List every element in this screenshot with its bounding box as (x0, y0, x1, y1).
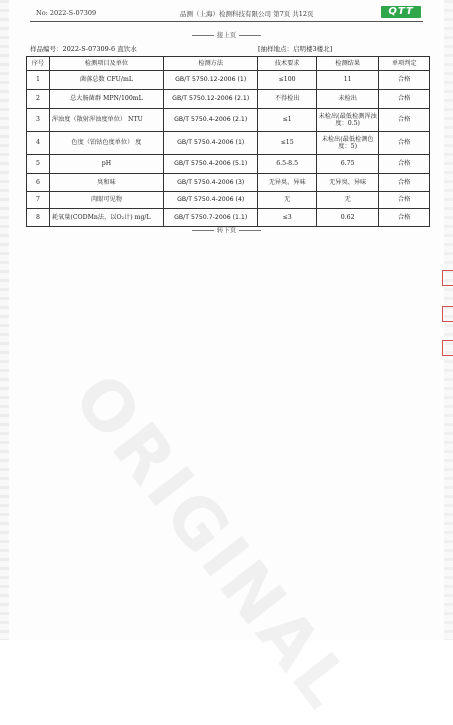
continue-label: 接上页 (216, 31, 237, 39)
cell-method: GB/T 5750.4-2006 (1) (164, 132, 258, 155)
table-row (27, 109, 430, 132)
cell-item: 菌落总数 CFU/mL (49, 71, 163, 90)
table-row (27, 192, 430, 209)
cell-judgement: 合格 (379, 90, 430, 109)
cell-method: GB/T 5750.7-2006 (1.1) (164, 209, 258, 227)
cell-judgement: 合格 (379, 209, 430, 227)
cell-item: 臭和味 (49, 174, 163, 192)
cell-no: 2 (27, 90, 50, 109)
cell-judgement: 合格 (379, 132, 430, 155)
results-table (26, 56, 430, 227)
cell-item: 浑浊度（散射浑浊度单位） NTU (49, 109, 163, 132)
cell-judgement: 合格 (379, 192, 430, 209)
cell-requirement: ≤15 (258, 132, 317, 155)
col-header-requirement: 技术要求 (258, 57, 317, 71)
cell-result: 无异臭、异味 (316, 174, 378, 192)
cell-requirement: ≤100 (258, 71, 317, 90)
cell-result: 11 (316, 71, 378, 90)
company-page-info: 品测（上海）检测科技有限公司 第7页 共12页 (180, 10, 314, 18)
cell-no: 3 (27, 109, 50, 132)
continue-marker (0, 30, 453, 39)
original-watermark: ORIGINAL (57, 360, 368, 725)
cell-item: 肉眼可见物 (49, 192, 163, 209)
cell-judgement: 合格 (379, 174, 430, 192)
cell-result: 无 (316, 192, 378, 209)
company-logo: QTT (381, 6, 421, 18)
cell-item: 总大肠菌群 MPN/100mL (49, 90, 163, 109)
table-row (27, 209, 430, 227)
cell-method: GB/T 5750.4-2006 (3) (164, 174, 258, 192)
cell-method: GB/T 5750.4-2006 (5.1) (164, 155, 258, 174)
col-header-item: 检测项目及单位 (49, 57, 163, 71)
cell-result: 未检出(最低检测浑浊度：0.5) (316, 109, 378, 132)
sample-info (30, 44, 423, 56)
table-row (27, 71, 430, 90)
header-divider (30, 21, 423, 22)
cell-no: 1 (27, 71, 50, 90)
cell-no: 5 (27, 155, 50, 174)
report-number: No: 2022-S-07309 (36, 9, 97, 17)
cell-item: 耗氧量(CODMn法，以O₂计) mg/L (49, 209, 163, 227)
cell-item: 色度（铂钴色度单位） 度 (49, 132, 163, 155)
cell-no: 4 (27, 132, 50, 155)
sample-number: 样品编号：2022-S-07309-6 直饮水 (30, 45, 137, 53)
cell-item: pH (49, 155, 163, 174)
cell-result: 未检出(最低检测色度：5) (316, 132, 378, 155)
table-header-row (27, 57, 430, 71)
cell-requirement: 6.5-8.5 (258, 155, 317, 174)
table-row (27, 155, 430, 174)
turn-label: 转下页 (216, 226, 237, 234)
cell-method: GB/T 5750.4-2006 (2.1) (164, 109, 258, 132)
cell-requirement: 不得检出 (258, 90, 317, 109)
sampling-location: [抽样地点：启明楼3楼北] (258, 45, 333, 53)
cell-judgement: 合格 (379, 155, 430, 174)
cell-no: 8 (27, 209, 50, 227)
col-header-result: 检测结果 (316, 57, 378, 71)
table-row (27, 132, 430, 155)
col-header-no: 序号 (27, 57, 50, 71)
cell-judgement: 合格 (379, 109, 430, 132)
cell-requirement: ≤3 (258, 209, 317, 227)
col-header-method: 检测方法 (164, 57, 258, 71)
cell-requirement: 无 (258, 192, 317, 209)
turn-page-marker (0, 225, 453, 234)
cell-requirement: 无异臭、异味 (258, 174, 317, 192)
cell-result: 0.62 (316, 209, 378, 227)
cell-method: GB/T 5750.4-2006 (4) (164, 192, 258, 209)
cell-method: GB/T 5750.12-2006 (1) (164, 71, 258, 90)
cell-requirement: ≤1 (258, 109, 317, 132)
table-row (27, 90, 430, 109)
col-header-judgement: 单项判定 (379, 57, 430, 71)
cell-no: 6 (27, 174, 50, 192)
cell-result: 6.75 (316, 155, 378, 174)
cell-method: GB/T 5750.12-2006 (2.1) (164, 90, 258, 109)
table-row (27, 174, 430, 192)
seal-stamp-edge (439, 270, 453, 360)
page-header (30, 6, 423, 20)
cell-judgement: 合格 (379, 71, 430, 90)
cell-result: 未检出 (316, 90, 378, 109)
cell-no: 7 (27, 192, 50, 209)
left-edge-pattern (0, 0, 9, 640)
